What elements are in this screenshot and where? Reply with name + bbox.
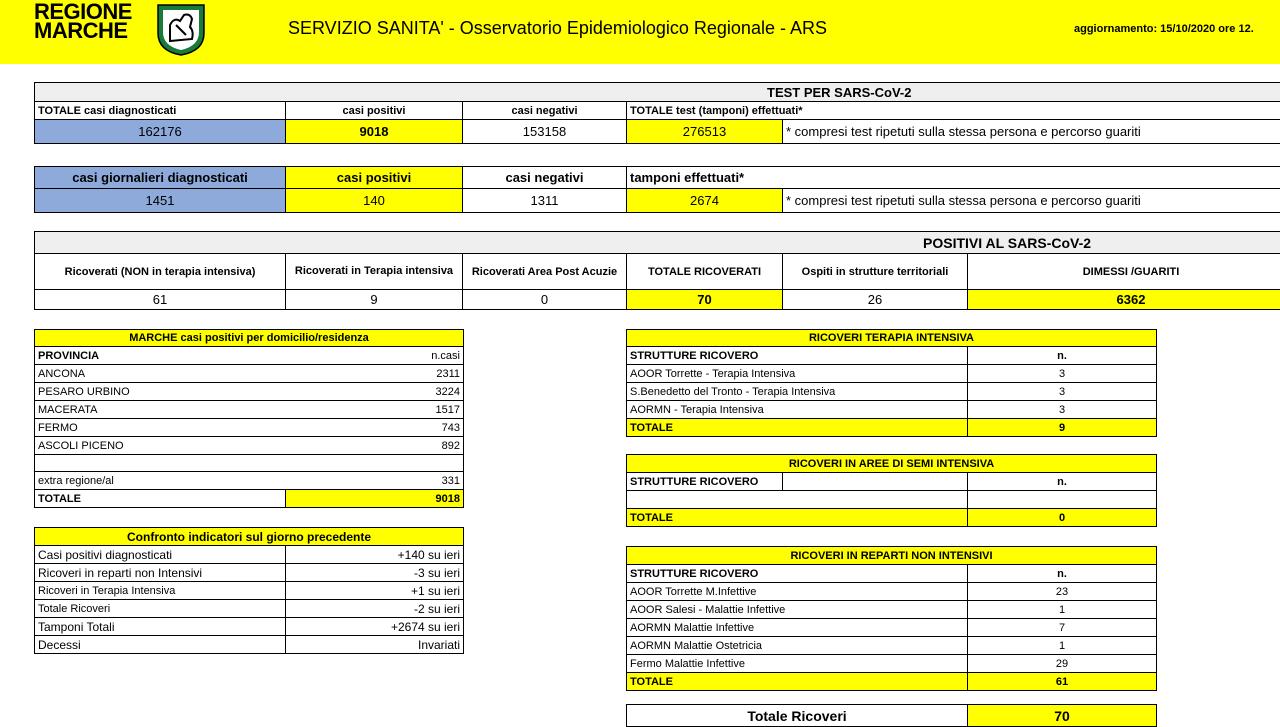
ti-name: AORMN - Terapia Intensiva bbox=[627, 401, 968, 419]
semi-table bbox=[626, 454, 1157, 527]
nonint-name: AOOR Salesi - Malattie Infettive bbox=[627, 601, 968, 619]
ti-name: AOOR Torrette - Terapia Intensiva bbox=[627, 365, 968, 383]
positivi-value-1: 9 bbox=[286, 290, 463, 310]
test-header-tamponi: TOTALE test (tamponi) effettuati* bbox=[627, 102, 1280, 120]
logo-line-1: REGIONE bbox=[34, 2, 132, 21]
positivi-value-5: 6362 bbox=[968, 290, 1280, 310]
ti-total-value: 9 bbox=[968, 419, 1157, 437]
table-row bbox=[35, 437, 464, 455]
province-title: MARCHE casi positivi per domicilio/residenza bbox=[35, 330, 464, 347]
nonint-name: AORMN Malattie Infettive bbox=[627, 619, 968, 637]
nonint-value: 7 bbox=[968, 619, 1157, 637]
confronto-value: +140 su ieri bbox=[286, 546, 464, 564]
table-row bbox=[627, 383, 1157, 401]
region-logo-text bbox=[34, 2, 132, 40]
province-value: 743 bbox=[286, 419, 464, 437]
nonint-col-strutture: STRUTTURE RICOVERO bbox=[627, 565, 968, 583]
logo-line-2: MARCHE bbox=[34, 21, 132, 40]
semi-col-n: n. bbox=[968, 473, 1157, 491]
confronto-value: -3 su ieri bbox=[286, 564, 464, 582]
confronto-label: Decessi bbox=[35, 636, 286, 654]
table-row bbox=[627, 601, 1157, 619]
province-total-label: TOTALE bbox=[35, 490, 286, 508]
positivi-header-2: Ricoverati Area Post Acuzie bbox=[463, 254, 627, 290]
table-row bbox=[627, 655, 1157, 673]
positivi-header-4: Ospiti in strutture territoriali bbox=[783, 254, 968, 290]
province-name: ANCONA bbox=[35, 365, 286, 383]
positivi-value-3: 70 bbox=[627, 290, 783, 310]
province-col-ncasi: n.casi bbox=[286, 347, 464, 365]
positivi-header-0: Ricoverati (NON in terapia intensiva) bbox=[35, 254, 286, 290]
nonint-title: RICOVERI IN REPARTI NON INTENSIVI bbox=[627, 547, 1157, 565]
ti-value: 3 bbox=[968, 365, 1157, 383]
daily-header-tamponi: tamponi effettuati* bbox=[627, 167, 1280, 189]
positivi-table bbox=[34, 231, 1280, 310]
daily-value-positivi: 140 bbox=[286, 189, 463, 213]
semi-total-value: 0 bbox=[968, 509, 1157, 527]
daily-header-casi: casi giornalieri diagnosticati bbox=[35, 167, 286, 189]
province-value: 2311 bbox=[286, 365, 464, 383]
nonint-value: 1 bbox=[968, 637, 1157, 655]
table-row bbox=[35, 618, 464, 636]
table-row bbox=[35, 401, 464, 419]
nonint-name: AORMN Malattie Ostetricia bbox=[627, 637, 968, 655]
confronto-label: Totale Ricoveri bbox=[35, 600, 286, 618]
daily-header-negativi: casi negativi bbox=[463, 167, 627, 189]
nonint-table bbox=[626, 546, 1157, 691]
positivi-value-0: 61 bbox=[35, 290, 286, 310]
totale-ricoveri-table bbox=[626, 704, 1157, 727]
update-timestamp: aggiornamento: 15/10/2020 ore 12. bbox=[1074, 23, 1254, 35]
table-row-total bbox=[627, 509, 1157, 527]
ti-value: 3 bbox=[968, 401, 1157, 419]
ti-col-n: n. bbox=[968, 347, 1157, 365]
daily-value-negativi: 1311 bbox=[463, 189, 627, 213]
test-value-totale: 162176 bbox=[35, 120, 286, 144]
table-row bbox=[35, 383, 464, 401]
semi-total-label: TOTALE bbox=[627, 509, 968, 527]
province-table bbox=[34, 329, 464, 508]
ti-col-strutture: STRUTTURE RICOVERO bbox=[627, 347, 968, 365]
confronto-value: -2 su ieri bbox=[286, 600, 464, 618]
table-row bbox=[627, 365, 1157, 383]
daily-table bbox=[34, 166, 1280, 213]
positivi-header-5: DIMESSI /GUARITI bbox=[968, 254, 1280, 290]
table-row bbox=[35, 636, 464, 654]
positivi-value-2: 0 bbox=[463, 290, 627, 310]
test-table bbox=[34, 82, 1280, 144]
ti-total-label: TOTALE bbox=[627, 419, 968, 437]
table-row bbox=[35, 564, 464, 582]
table-row bbox=[35, 365, 464, 383]
nonint-total-value: 61 bbox=[968, 673, 1157, 691]
test-value-negativi: 153158 bbox=[463, 120, 627, 144]
nonint-name: AOOR Torrette M.Infettive bbox=[627, 583, 968, 601]
province-value: 892 bbox=[286, 437, 464, 455]
province-col-provincia: PROVINCIA bbox=[35, 347, 286, 365]
semi-title: RICOVERI IN AREE DI SEMI INTENSIVA bbox=[627, 455, 1157, 473]
table-row-total bbox=[627, 419, 1157, 437]
daily-value-tamponi: 2674 bbox=[627, 189, 783, 213]
test-value-tamponi: 276513 bbox=[627, 120, 783, 144]
table-row bbox=[627, 583, 1157, 601]
confronto-label: Ricoveri in reparti non Intensivi bbox=[35, 564, 286, 582]
positivi-header-3: TOTALE RICOVERATI bbox=[627, 254, 783, 290]
test-value-positivi: 9018 bbox=[286, 120, 463, 144]
table-row-empty bbox=[35, 455, 464, 472]
province-extra-label: extra regione/al bbox=[35, 472, 286, 490]
table-row-empty bbox=[627, 491, 1157, 509]
confronto-table bbox=[34, 527, 464, 654]
confronto-value: +2674 su ieri bbox=[286, 618, 464, 636]
ti-value: 3 bbox=[968, 383, 1157, 401]
ti-table bbox=[626, 329, 1157, 437]
province-value: 3224 bbox=[286, 383, 464, 401]
table-row bbox=[627, 619, 1157, 637]
province-name: ASCOLI PICENO bbox=[35, 437, 286, 455]
ti-title: RICOVERI TERAPIA INTENSIVA bbox=[627, 330, 1157, 347]
confronto-value: Invariati bbox=[286, 636, 464, 654]
positivi-title: POSITIVI AL SARS-CoV-2 bbox=[35, 232, 1280, 254]
table-row-total bbox=[627, 673, 1157, 691]
ti-name: S.Benedetto del Tronto - Terapia Intensiva bbox=[627, 383, 968, 401]
province-name: MACERATA bbox=[35, 401, 286, 419]
table-row bbox=[35, 419, 464, 437]
table-row bbox=[35, 582, 464, 600]
totale-ricoveri-label: Totale Ricoveri bbox=[627, 705, 968, 727]
confronto-label: Ricoveri in Terapia Intensiva bbox=[35, 582, 286, 600]
nonint-total-label: TOTALE bbox=[627, 673, 968, 691]
totale-ricoveri-value: 70 bbox=[968, 705, 1157, 727]
test-header-negativi: casi negativi bbox=[463, 102, 627, 120]
daily-note: * compresi test ripetuti sulla stessa persona e percorso guariti bbox=[783, 189, 1280, 213]
test-header-positivi: casi positivi bbox=[286, 102, 463, 120]
positivi-value-4: 26 bbox=[783, 290, 968, 310]
confronto-label: Casi positivi diagnosticati bbox=[35, 546, 286, 564]
province-name: PESARO URBINO bbox=[35, 383, 286, 401]
nonint-value: 1 bbox=[968, 601, 1157, 619]
daily-value-casi: 1451 bbox=[35, 189, 286, 213]
province-value: 1517 bbox=[286, 401, 464, 419]
table-row bbox=[35, 600, 464, 618]
table-row-total bbox=[35, 490, 464, 508]
confronto-value: +1 su ieri bbox=[286, 582, 464, 600]
daily-header-positivi: casi positivi bbox=[286, 167, 463, 189]
table-row bbox=[627, 637, 1157, 655]
confronto-label: Tamponi Totali bbox=[35, 618, 286, 636]
test-title: TEST PER SARS-CoV-2 bbox=[35, 83, 1280, 102]
table-row bbox=[35, 472, 464, 490]
semi-col-strutture: STRUTTURE RICOVERO bbox=[627, 473, 783, 491]
nonint-value: 23 bbox=[968, 583, 1157, 601]
table-row bbox=[627, 401, 1157, 419]
test-note: * compresi test ripetuti sulla stessa persona e percorso guariti bbox=[783, 120, 1280, 144]
nonint-name: Fermo Malattie Infettive bbox=[627, 655, 968, 673]
positivi-header-1: Ricoverati in Terapia intensiva bbox=[286, 254, 463, 290]
table-row bbox=[35, 546, 464, 564]
nonint-col-n: n. bbox=[968, 565, 1157, 583]
nonint-value: 29 bbox=[968, 655, 1157, 673]
test-header-totale: TOTALE casi diagnosticati bbox=[35, 102, 286, 120]
page-title: SERVIZIO SANITA' - Osservatorio Epidemiologico Regionale - ARS bbox=[288, 18, 827, 39]
province-extra-value: 331 bbox=[286, 472, 464, 490]
province-total-value: 9018 bbox=[286, 490, 464, 508]
region-emblem-icon bbox=[156, 3, 206, 57]
confronto-title: Confronto indicatori sul giorno precedente bbox=[35, 528, 464, 546]
province-name: FERMO bbox=[35, 419, 286, 437]
